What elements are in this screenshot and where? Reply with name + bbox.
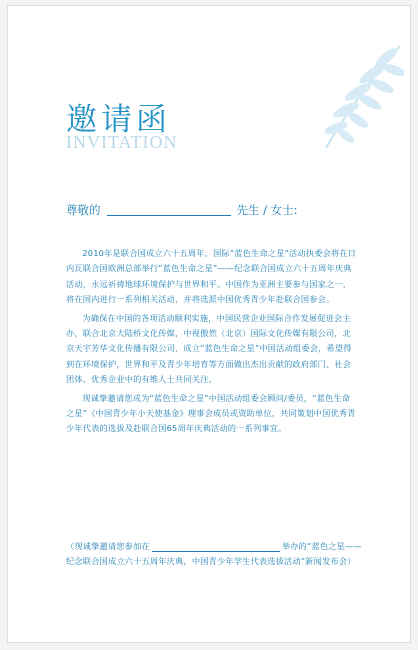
- name-blank-line: [107, 214, 231, 216]
- body-paragraph: 现诚挚邀请您成为“蓝色生命之星”中国活动组委会顾问/委员，“蓝色生命之星”《中国青少年小天使基金》理事会成员或资助单位，共同策划中国优秀青少年代表的选拔及赴联合国65周年庆典活动的一系列事宜。: [66, 392, 356, 434]
- note-after: 举办的“蓝色之星——纪念联合国成立六十五周年庆典，中国青少年学生代表选拔活动”新闻发布会）: [66, 541, 362, 567]
- feather-leaf-icon: [308, 40, 404, 150]
- press-conference-note: [66, 539, 362, 570]
- body-paragraph: 2010年是联合国成立六十五周年，国际“蓝色生命之星”活动执委会将在日内瓦联合国欧洲总部举行“蓝色生命之星”——纪念联合国成立六十五周年庆典活动，永远祈祷地球环境保护与世界和平。中国作为亚洲主要参与国家之一，将在国内进行一系列相关活动，并将选派中国优秀青少年赴联合国参会。: [66, 248, 357, 305]
- note-before: （现诚挚邀请您参加在: [66, 541, 150, 551]
- salutation-suffix: 先生 / 女士:: [236, 203, 298, 217]
- salutation-prefix: 尊敬的: [66, 203, 101, 217]
- invitation-body: [66, 246, 358, 440]
- salutation-line: [66, 202, 298, 218]
- venue-blank-line: [152, 550, 280, 552]
- invitation-page: [7, 5, 411, 643]
- page-title: 邀请函: [66, 102, 171, 138]
- page-subtitle: INVITATION: [66, 132, 178, 152]
- body-paragraph: 为确保在中国的各项活动顺利实施，中国民营企业国际合作发展促进会主办，联合北京大陆桥文化传媒，中视傲然（北京）国际文化传媒有限公司，北京天宇芳华文化传播有限公司，成立“蓝色生命之星”中国活动组委会，希望得到在环境保护，世界和平及青少年培育等方面做出杰出贡献的政府部门、社会团体、优秀企业中的有维人士共同关注。: [66, 312, 352, 385]
